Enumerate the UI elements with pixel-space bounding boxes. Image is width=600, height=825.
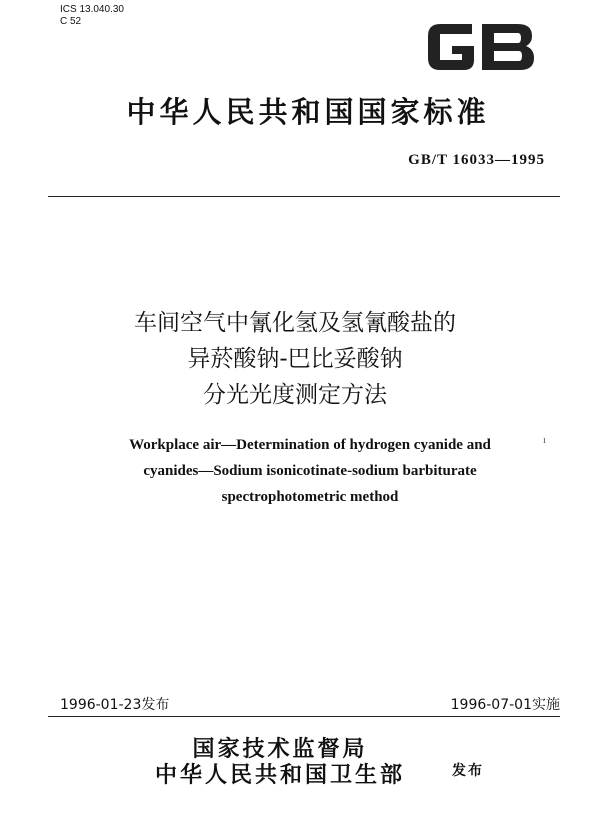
margin-mark: ı	[543, 435, 546, 446]
issue-date: 1996-01-23发布	[60, 697, 170, 713]
english-title	[80, 432, 540, 510]
ics-classification	[60, 4, 124, 28]
english-title-line: cyanides—Sodium isonicotinate-sodium barbiturate	[143, 463, 477, 479]
standard-number: GB/T 16033—1995	[408, 152, 545, 168]
english-title-line: Workplace air—Determination of hydrogen cyanide and	[129, 437, 491, 453]
chinese-title	[60, 305, 530, 413]
issuing-authorities	[130, 737, 430, 789]
header-divider	[48, 196, 560, 197]
issuer-name: 中华人民共和国卫生部	[154, 763, 405, 788]
footer-divider	[48, 716, 560, 717]
chinese-title-line: 异菸酸钠-巴比妥酸钠	[187, 346, 403, 372]
effective-date: 1996-07-01实施	[450, 697, 560, 713]
ccs-code: C 52	[60, 16, 82, 27]
english-title-line: spectrophotometric method	[221, 489, 399, 505]
chinese-title-line: 分光光度测定方法	[203, 382, 387, 408]
gb-logo-icon	[420, 12, 540, 82]
publish-label: 发布	[452, 763, 484, 779]
standard-type-title: 中华人民共和国国家标准	[126, 95, 490, 129]
ics-code: ICS 13.040.30	[60, 4, 124, 15]
chinese-title-line: 车间空气中氰化氢及氢氰酸盐的	[134, 310, 456, 336]
issuer-name: 国家技术监督局	[192, 737, 368, 762]
